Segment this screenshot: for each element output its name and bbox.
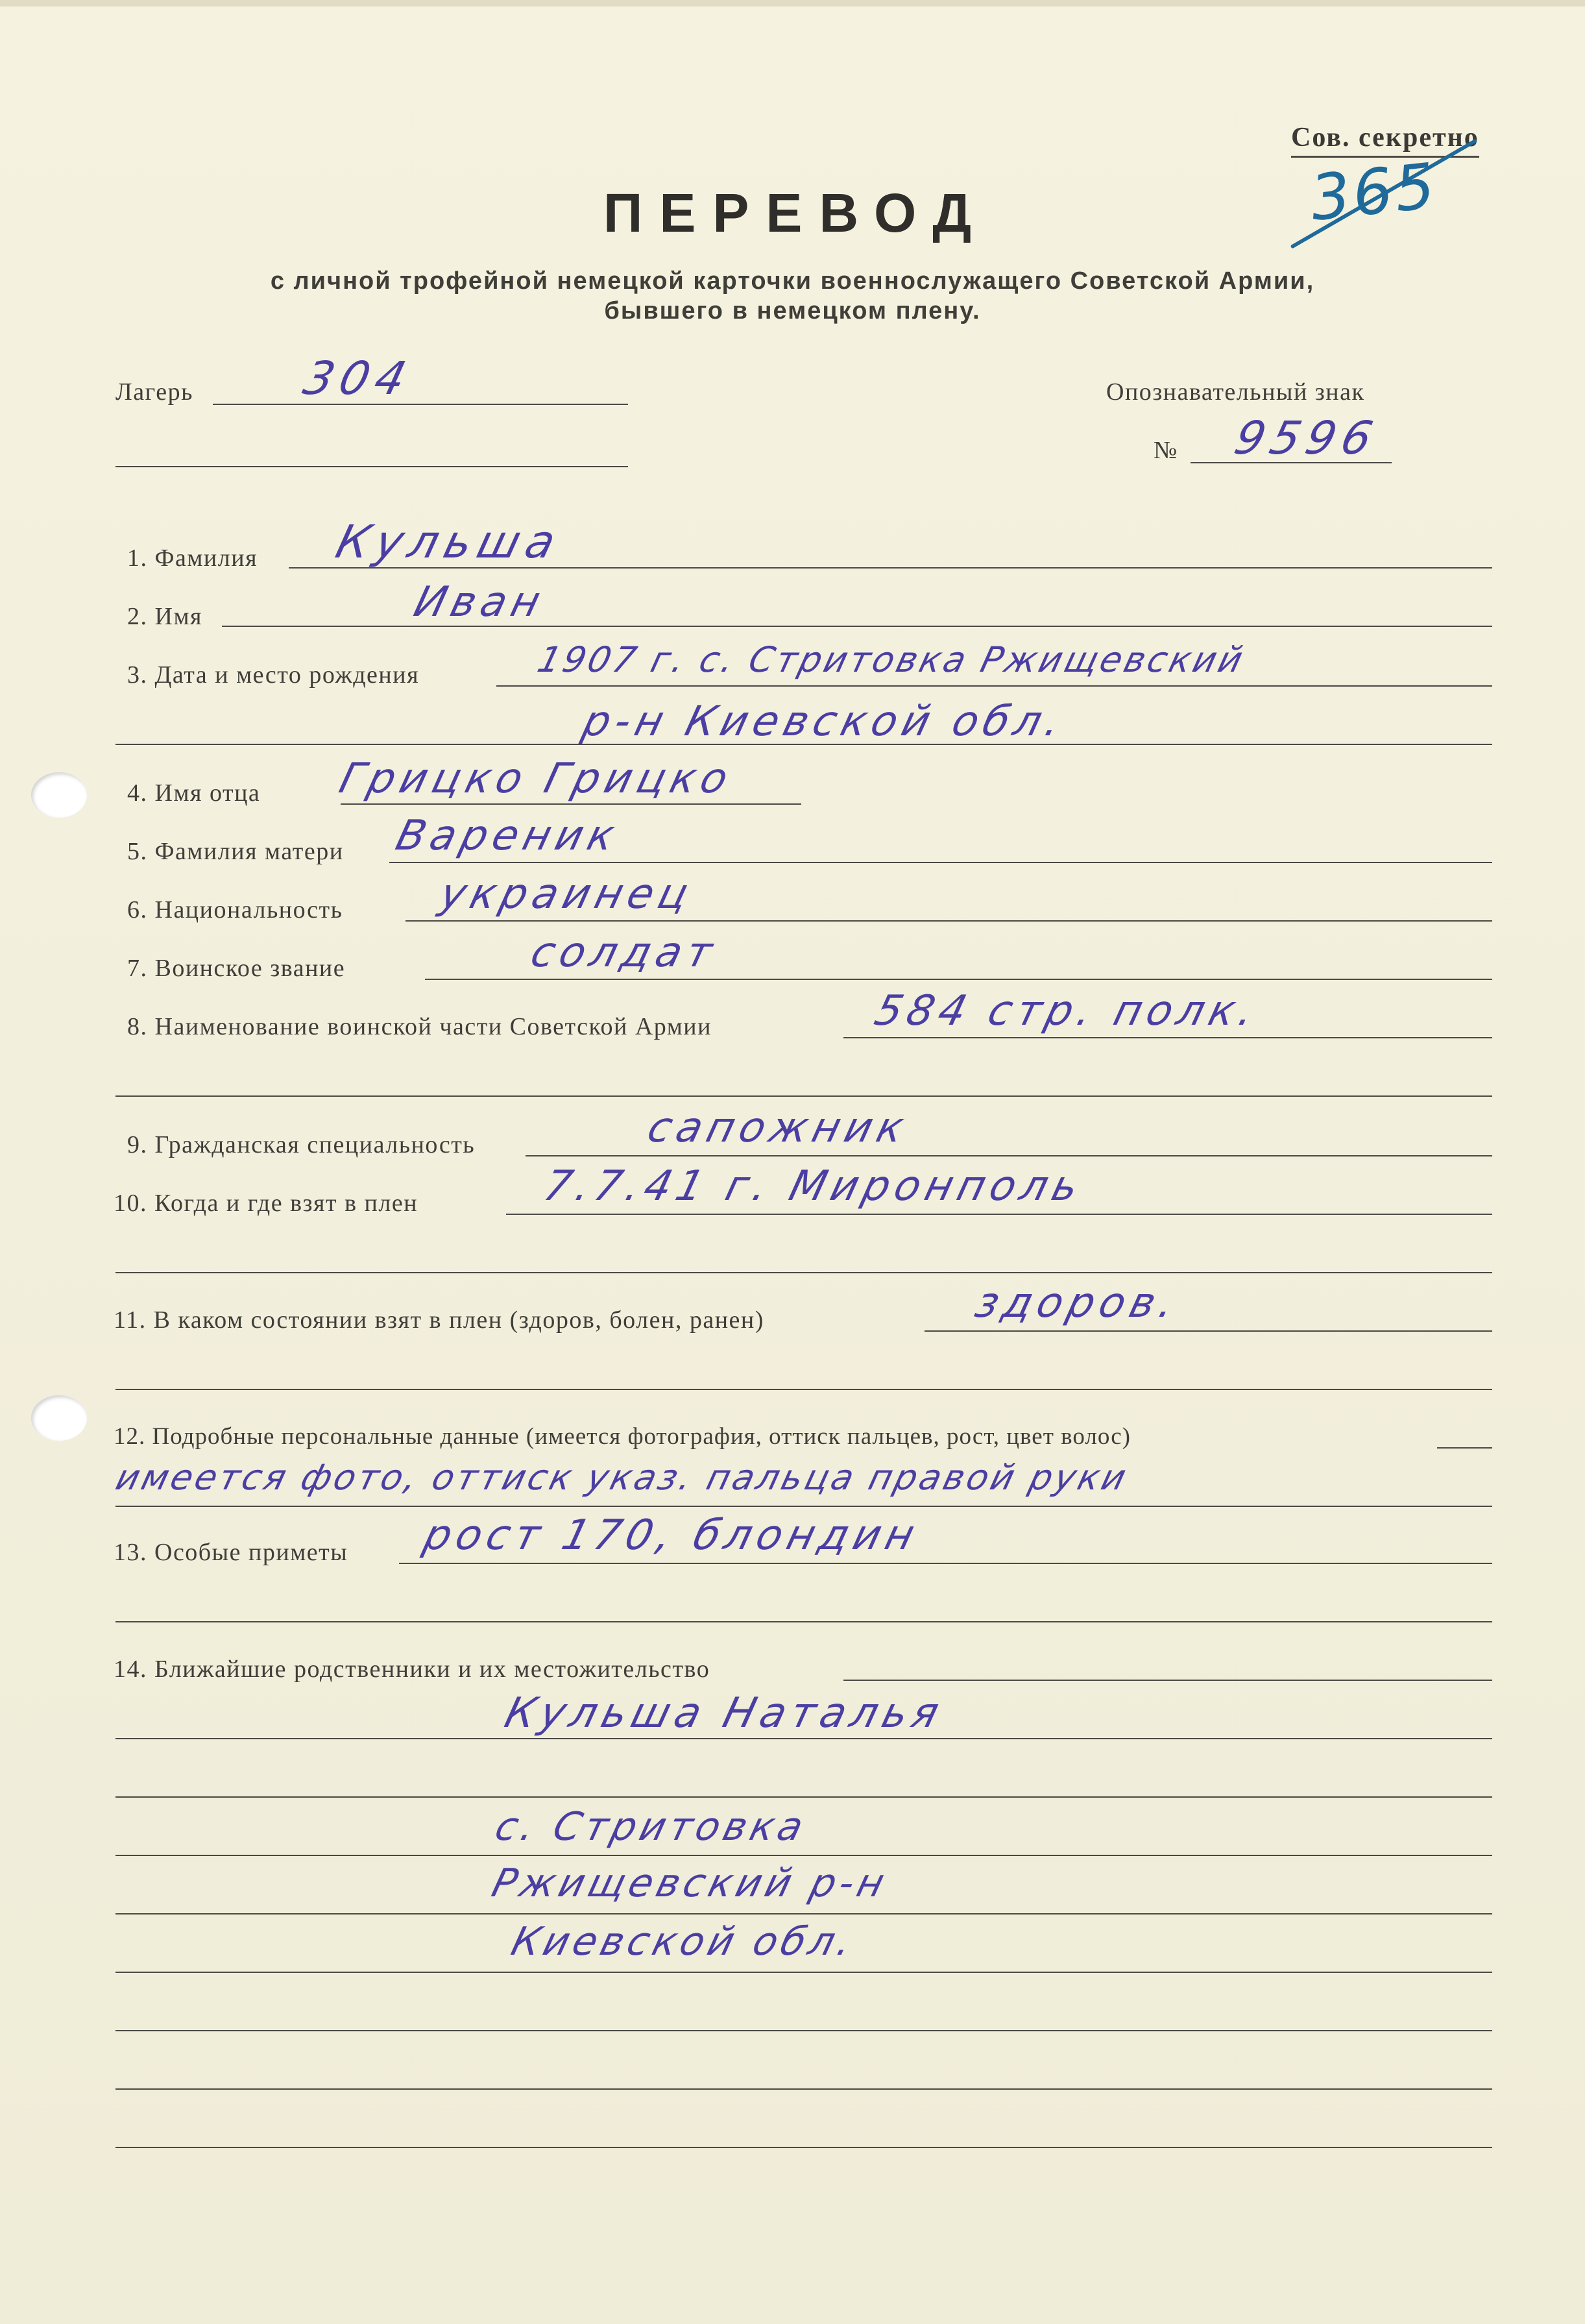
birth-value: 1907 г. с. Стритовка Ржищевский — [533, 639, 1250, 680]
personal-value: имеется фото, оттиск указ. пальца правой руки — [112, 1457, 1133, 1498]
punch-hole — [31, 1395, 87, 1441]
personal-line-2 — [115, 1506, 1492, 1507]
camp-line — [213, 404, 628, 405]
condition-value: здоров. — [970, 1279, 1185, 1327]
relatives-line-3 — [115, 1796, 1492, 1798]
profession-value: сапожник — [642, 1104, 914, 1152]
features-line-2 — [115, 1621, 1492, 1622]
unit-value: 584 стр. полк. — [869, 987, 1264, 1035]
relatives-name: Кульша Наталья — [500, 1689, 949, 1737]
id-mark-value: 9596 — [1229, 411, 1385, 465]
relatives-line-9 — [115, 2147, 1492, 2148]
personal-label: 12. Подробные персональные данные (имеется фотография, оттиск пальцев, рост, цвет волос) — [114, 1423, 1131, 1450]
nationality-label: 6. Национальность — [127, 896, 343, 923]
unit-line — [843, 1037, 1492, 1038]
id-mark-label: Опознавательный знак — [1106, 378, 1365, 406]
relatives-line-8 — [115, 2088, 1492, 2090]
mother-line — [389, 862, 1492, 863]
name-label: 2. Имя — [127, 603, 202, 630]
document-title: ПЕРЕВОД — [603, 182, 989, 243]
relatives-village: с. Стритовка — [490, 1804, 812, 1850]
document-subtitle-line1: с личной трофейной немецкой карточки военнослужащего Советской Армии, — [270, 267, 1315, 295]
relatives-line-2 — [115, 1738, 1492, 1739]
relatives-line-4 — [115, 1855, 1492, 1856]
rank-label: 7. Воинское звание — [127, 955, 346, 982]
condition-line-2 — [115, 1389, 1492, 1390]
captured-line-2 — [115, 1272, 1492, 1273]
profession-line — [526, 1155, 1492, 1156]
unit-line-2 — [115, 1095, 1492, 1097]
registry-number-handwritten: 365 — [1307, 149, 1441, 235]
father-line — [341, 803, 801, 805]
rank-line — [425, 979, 1492, 980]
father-label: 4. Имя отца — [127, 779, 261, 807]
condition-label: 11. В каком состоянии взят в плен (здоров, болен, ранен) — [114, 1306, 764, 1334]
birth-line — [496, 685, 1492, 687]
relatives-line-7 — [115, 2030, 1492, 2031]
features-value: рост 170, блондин — [418, 1511, 925, 1560]
features-line — [399, 1563, 1492, 1564]
personal-line — [1437, 1447, 1492, 1449]
profession-label: 9. Гражданская специальность — [127, 1131, 476, 1158]
mother-label: 5. Фамилия матери — [127, 838, 344, 865]
relatives-region: Киевской обл. — [507, 1919, 860, 1964]
relatives-line-5 — [115, 1913, 1492, 1914]
birth-value-2: р-н Киевской обл. — [577, 698, 1071, 746]
paper-edge — [0, 0, 1585, 6]
nationality-line — [405, 920, 1492, 922]
camp-line-2 — [115, 466, 628, 467]
surname-value: Кульша — [330, 515, 568, 569]
father-value: Грицко Грицко — [334, 755, 738, 803]
surname-label: 1. Фамилия — [127, 544, 258, 572]
captured-label: 10. Когда и где взят в плен — [114, 1190, 418, 1217]
id-number-sign: № — [1154, 437, 1178, 464]
relatives-label: 14. Ближайшие родственники и их местожительство — [114, 1656, 710, 1683]
captured-line — [506, 1214, 1492, 1215]
camp-label: Лагерь — [115, 378, 193, 406]
name-value: Иван — [409, 578, 550, 626]
relatives-district: Ржищевский р-н — [487, 1861, 893, 1906]
features-label: 13. Особые приметы — [114, 1539, 348, 1566]
relatives-line-6 — [115, 1972, 1492, 1973]
condition-line — [925, 1330, 1492, 1332]
punch-hole — [31, 772, 87, 818]
nationality-value: украинец — [435, 870, 698, 918]
camp-value: 304 — [298, 352, 418, 405]
relatives-line — [843, 1680, 1492, 1681]
classification-stamp: Сов. секретно — [1291, 122, 1479, 158]
document-subtitle-line2: бывшего в немецком плену. — [604, 297, 981, 324]
birth-label: 3. Дата и место рождения — [127, 661, 420, 689]
captured-value: 7.7.41 г. Миронполь — [538, 1162, 1089, 1210]
unit-label: 8. Наименование воинской части Советской Армии — [127, 1013, 712, 1040]
mother-value: Вареник — [391, 812, 625, 860]
rank-value: солдат — [526, 929, 723, 977]
